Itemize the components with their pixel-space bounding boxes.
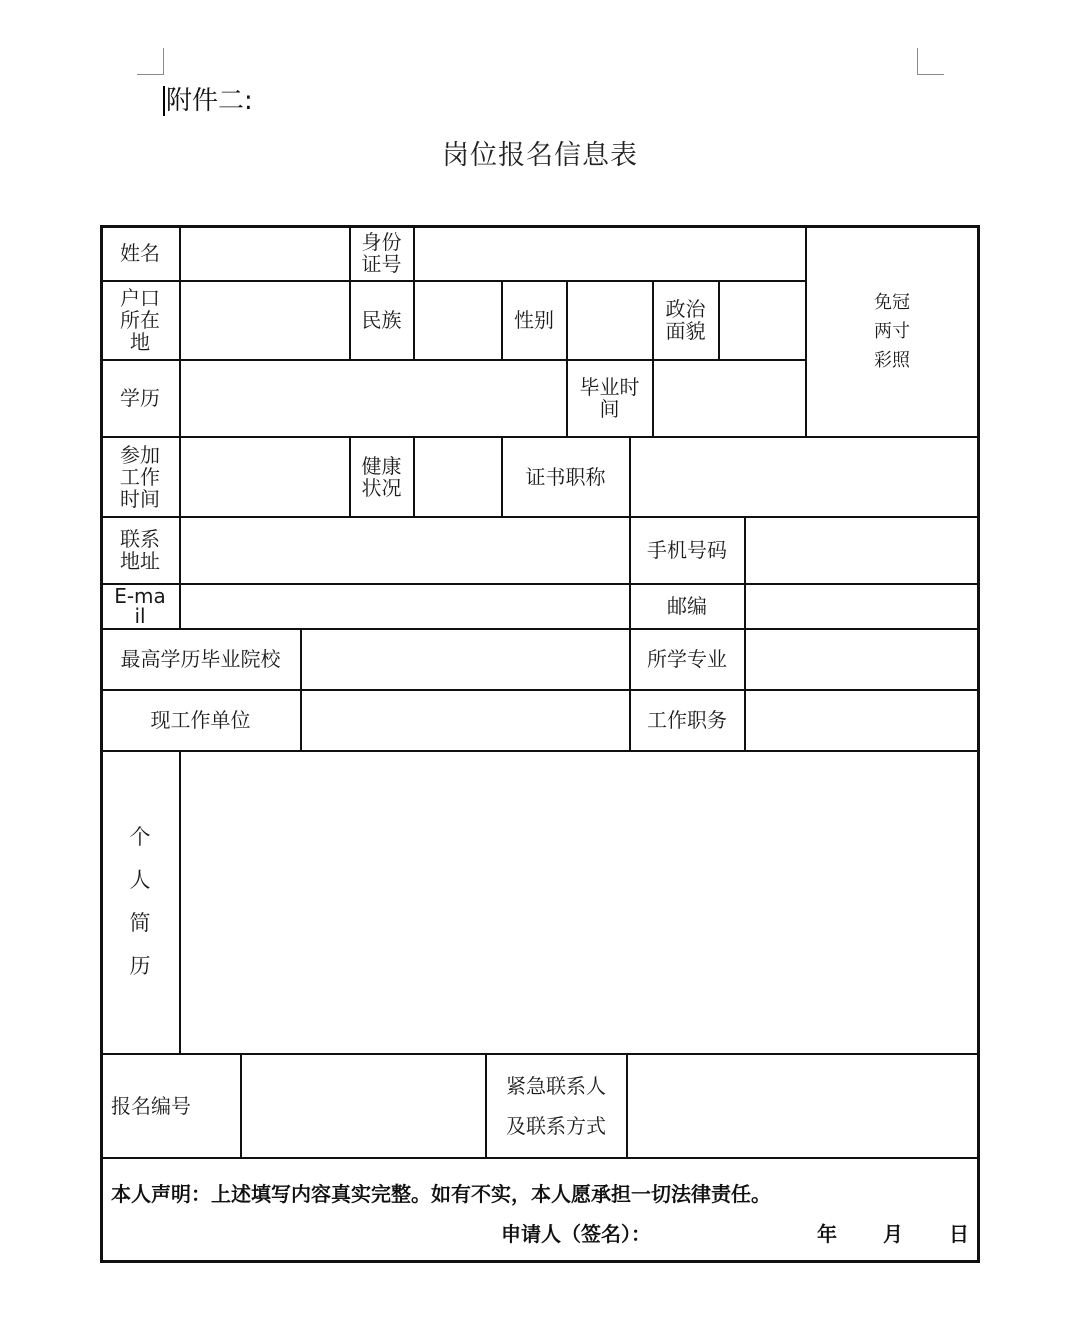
- label-employer: 现工作单位: [150, 708, 251, 732]
- text-cursor: [163, 86, 165, 116]
- ethnicity-field[interactable]: [415, 281, 501, 359]
- label-hukou: 户口 所在 地: [120, 286, 160, 354]
- health-field[interactable]: [415, 437, 501, 516]
- name-field[interactable]: [181, 226, 349, 280]
- label-political-status: 政治 面貌: [665, 297, 706, 343]
- row-divider: [101, 1157, 979, 1159]
- email-field[interactable]: [181, 584, 629, 628]
- label-mobile: 手机号码: [647, 538, 727, 562]
- signature-field[interactable]: [660, 1218, 810, 1250]
- label-major: 所学专业: [647, 647, 727, 671]
- label-name: 姓名: [120, 241, 160, 265]
- school-field[interactable]: [302, 629, 629, 689]
- date-year-label: 年: [817, 1222, 837, 1246]
- label-health: 健康 状况: [361, 453, 402, 500]
- label-emergency-contact: 紧急联系人 及联系方式: [506, 1073, 606, 1138]
- label-address: 联系 地址: [120, 527, 160, 573]
- date-day-label: 日: [949, 1222, 969, 1246]
- page-corner-mark-left: [137, 48, 164, 75]
- political-status-field[interactable]: [720, 281, 805, 359]
- label-registration-number: 报名编号: [111, 1093, 191, 1118]
- label-email: E-ma il: [114, 584, 166, 628]
- label-ethnicity: 民族: [361, 308, 402, 332]
- gender-field[interactable]: [568, 281, 652, 359]
- id-number-field[interactable]: [415, 226, 805, 280]
- label-education: 学历: [120, 386, 160, 410]
- label-position: 工作职务: [647, 708, 727, 732]
- resume-field[interactable]: [181, 751, 978, 1053]
- mobile-field[interactable]: [746, 517, 978, 583]
- position-field[interactable]: [746, 690, 978, 750]
- label-gender: 性别: [514, 308, 554, 332]
- emergency-contact-field[interactable]: [628, 1054, 978, 1157]
- label-id-number: 身份 证号: [361, 230, 402, 276]
- graduation-time-field[interactable]: [654, 360, 805, 436]
- page-corner-mark-right: [917, 48, 944, 75]
- education-field[interactable]: [181, 360, 566, 436]
- label-work-start: 参加 工作 时间: [120, 442, 160, 511]
- label-postcode: 邮编: [667, 594, 707, 618]
- work-start-field[interactable]: [181, 437, 349, 516]
- label-graduation-time: 毕业时 间: [579, 375, 640, 421]
- attachment-label: 附件二:: [166, 86, 253, 116]
- applicant-signature-label: 申请人（签名）：: [501, 1222, 651, 1246]
- registration-number-field[interactable]: [242, 1054, 485, 1157]
- photo-placeholder[interactable]: 免冠 两寸 彩照: [874, 291, 910, 371]
- hukou-field[interactable]: [181, 281, 349, 359]
- employer-field[interactable]: [302, 690, 629, 750]
- certificate-title-field[interactable]: [631, 437, 978, 516]
- date-month-label: 月: [883, 1222, 903, 1246]
- postcode-field[interactable]: [746, 584, 978, 628]
- label-certificate-title: 证书职称: [525, 464, 606, 489]
- label-resume: 个 人 简 历: [129, 825, 151, 978]
- form-title: 岗位报名信息表: [442, 140, 638, 171]
- label-school: 最高学历毕业院校: [120, 647, 281, 671]
- major-field[interactable]: [746, 629, 978, 689]
- declaration-text: 本人声明：上述填写内容真实完整。如有不实，本人愿承担一切法律责任。: [111, 1182, 771, 1206]
- address-field[interactable]: [181, 517, 629, 583]
